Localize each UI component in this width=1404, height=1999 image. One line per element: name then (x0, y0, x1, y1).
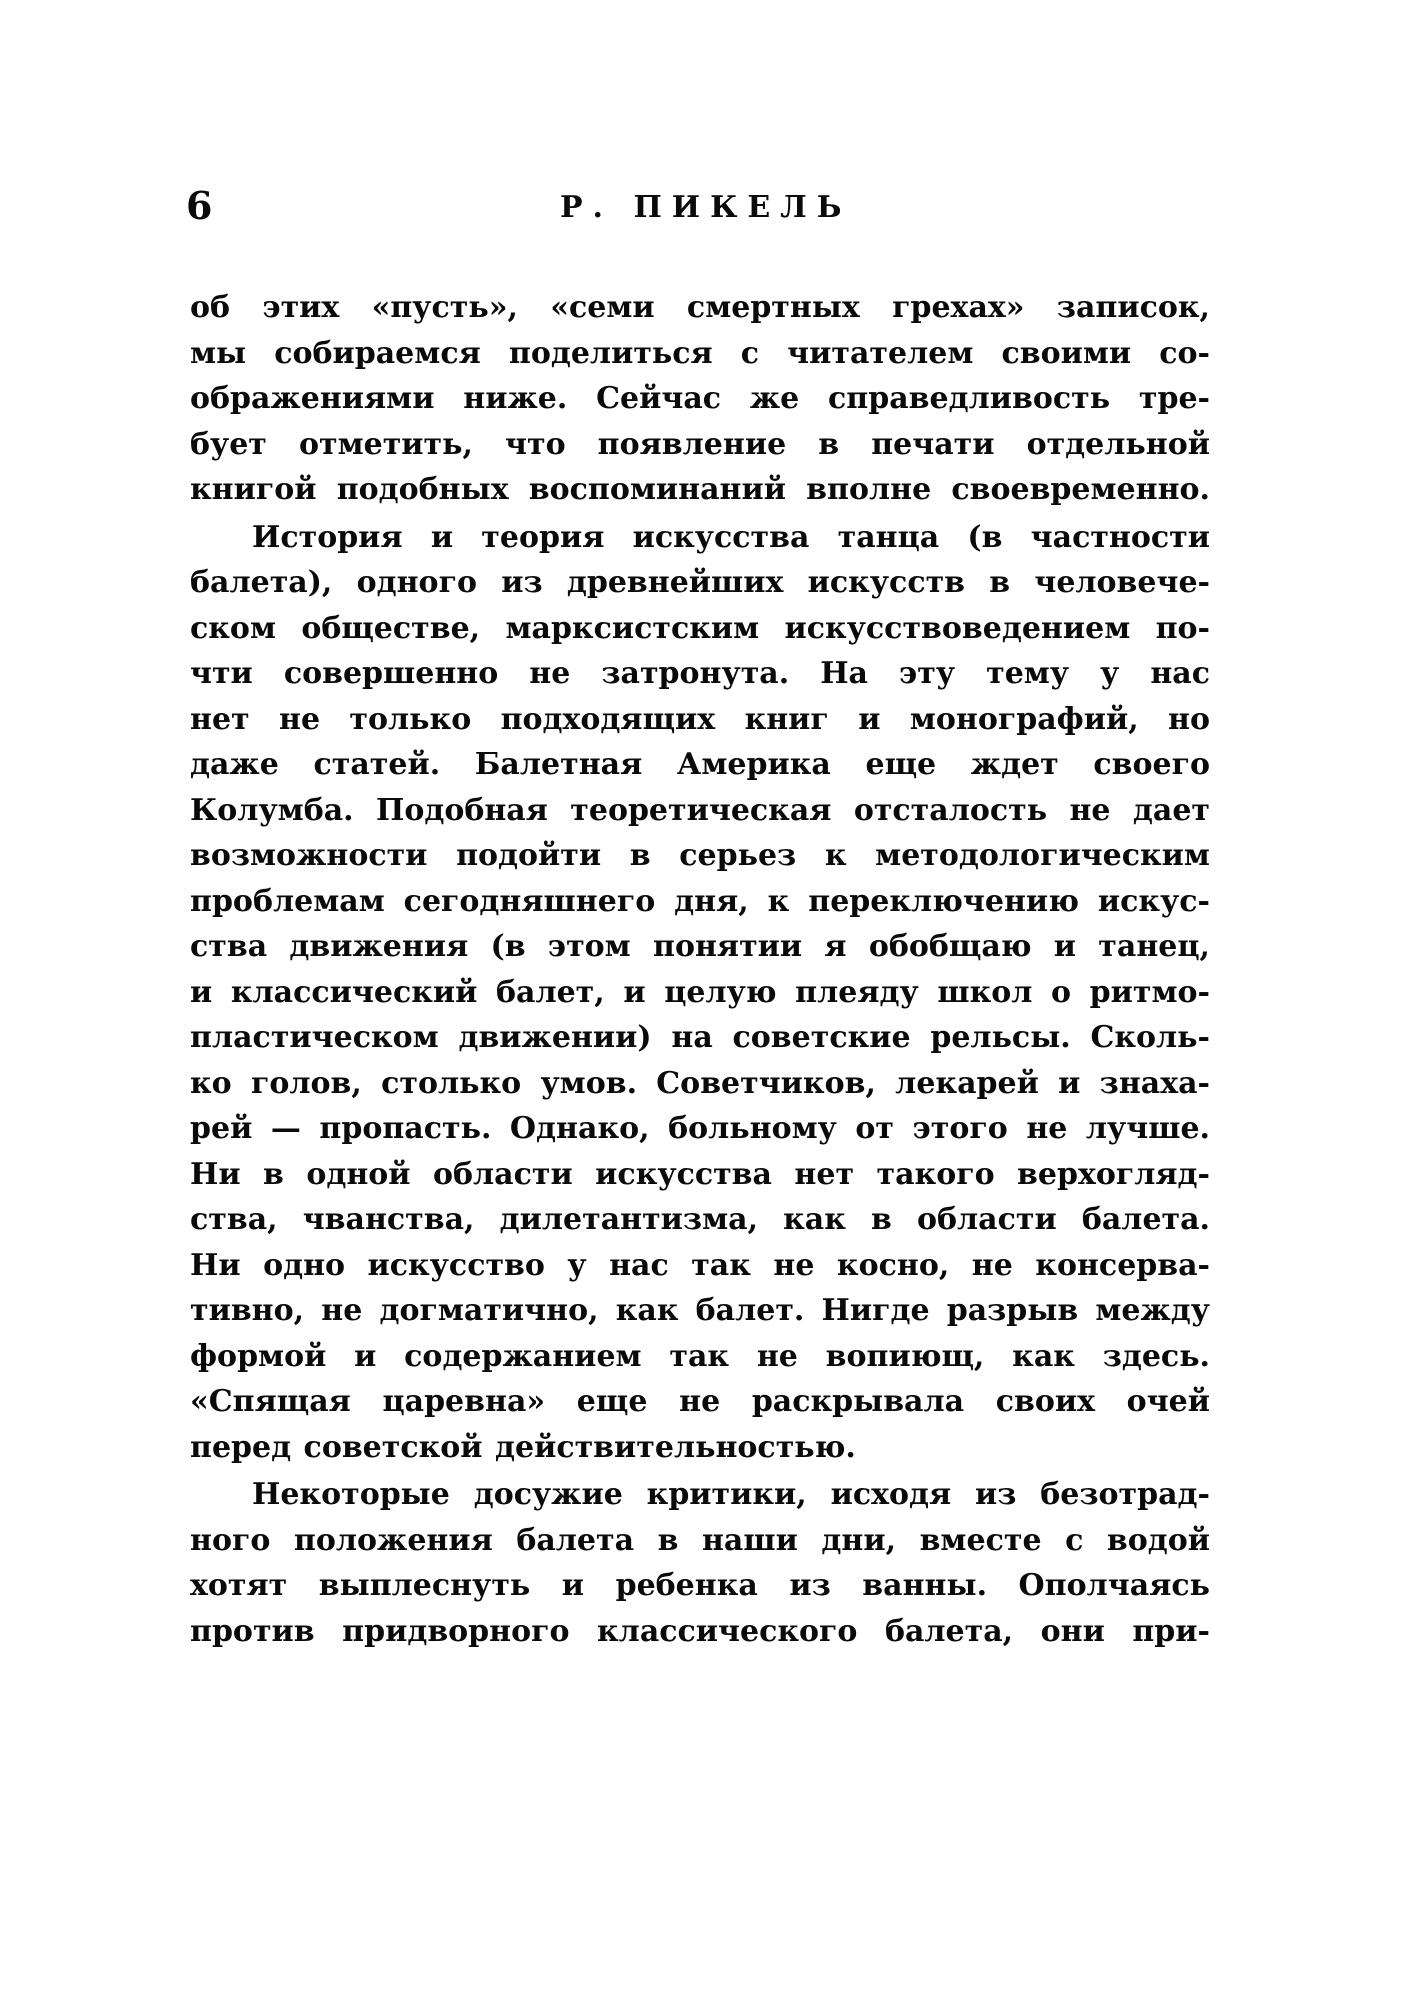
text-line: бует отметить, что появление в печати отдельной (190, 426, 1210, 462)
text-line: пластическом движении) на советские рельсы. Сколь- (190, 1020, 1210, 1055)
text-line: Ни в одной области искусства нет такого верхогляд- (190, 1156, 1210, 1192)
paragraph (190, 285, 1210, 513)
text-line: об этих «пусть», «семи смертных грехах» записок, (190, 290, 1210, 325)
text-line: ного положения балета в наши дни, вместе с водой (190, 1522, 1210, 1558)
text-line: История и теория искусства танца (в частности (252, 519, 1210, 555)
paragraph (190, 1472, 1210, 1654)
paragraph (190, 515, 1210, 1471)
text-line: нет не только подходящих книг и монографий, но (190, 701, 1210, 737)
text-line: «Спящая царевна» еще не раскрывала своих очей (190, 1384, 1210, 1419)
text-line: даже статей. Балетная Америка еще ждет своего (190, 747, 1210, 782)
text-line: формой и содержанием так не вопиющ, как здесь. (190, 1338, 1210, 1374)
text-line: мы собираемся поделиться с читателем своими со- (190, 335, 1210, 371)
text-line: рей — пропасть. Однако, больному от этого не лучше. (190, 1111, 1210, 1146)
page-number: 6 (186, 183, 213, 228)
text-line: против придворного классического балета, они при- (190, 1613, 1210, 1649)
text-line: ском обществе, марксистским искусствоведением по- (190, 610, 1210, 646)
body-text (190, 285, 1210, 1654)
text-line: возможности подойти в серьез к методологическим (190, 838, 1210, 873)
text-line: ства, чванства, дилетантизма, как в области балета. (190, 1202, 1210, 1237)
text-line: книгой подобных воспоминаний вполне своевременно. (190, 472, 1210, 507)
text-line: тивно, не догматично, как балет. Нигде разрыв между (190, 1293, 1210, 1328)
text-line: балета), одного из древнейших искусств в человече- (190, 565, 1210, 600)
text-line: ображениями ниже. Сейчас же справедливость тре- (190, 381, 1210, 416)
text-line: Некоторые досужие критики, исходя из безотрад- (252, 1477, 1210, 1512)
text-line: перед советской действительностью. (190, 1429, 856, 1465)
text-line: проблемам сегодняшнего дня, к переключению искус- (190, 883, 1210, 919)
text-line: чти совершенно не затронута. На эту тему у нас (190, 656, 1210, 691)
text-line: хотят выплеснуть и ребенка из ванны. Ополчаясь (190, 1568, 1210, 1603)
text-line: ства движения (в этом понятии я обобщаю и танец, (190, 929, 1210, 964)
running-head: Р. ПИКЕЛЬ (560, 190, 852, 225)
text-line: Колумба. Подобная теоретическая отсталость не дает (190, 792, 1210, 828)
text-line: Ни одно искусство у нас так не косно, не консерва- (190, 1247, 1210, 1283)
text-line: ко голов, столько умов. Советчиков, лекарей и знаха- (190, 1065, 1210, 1101)
text-line: и классический балет, и целую плеяду школ о ритмо- (190, 974, 1210, 1010)
